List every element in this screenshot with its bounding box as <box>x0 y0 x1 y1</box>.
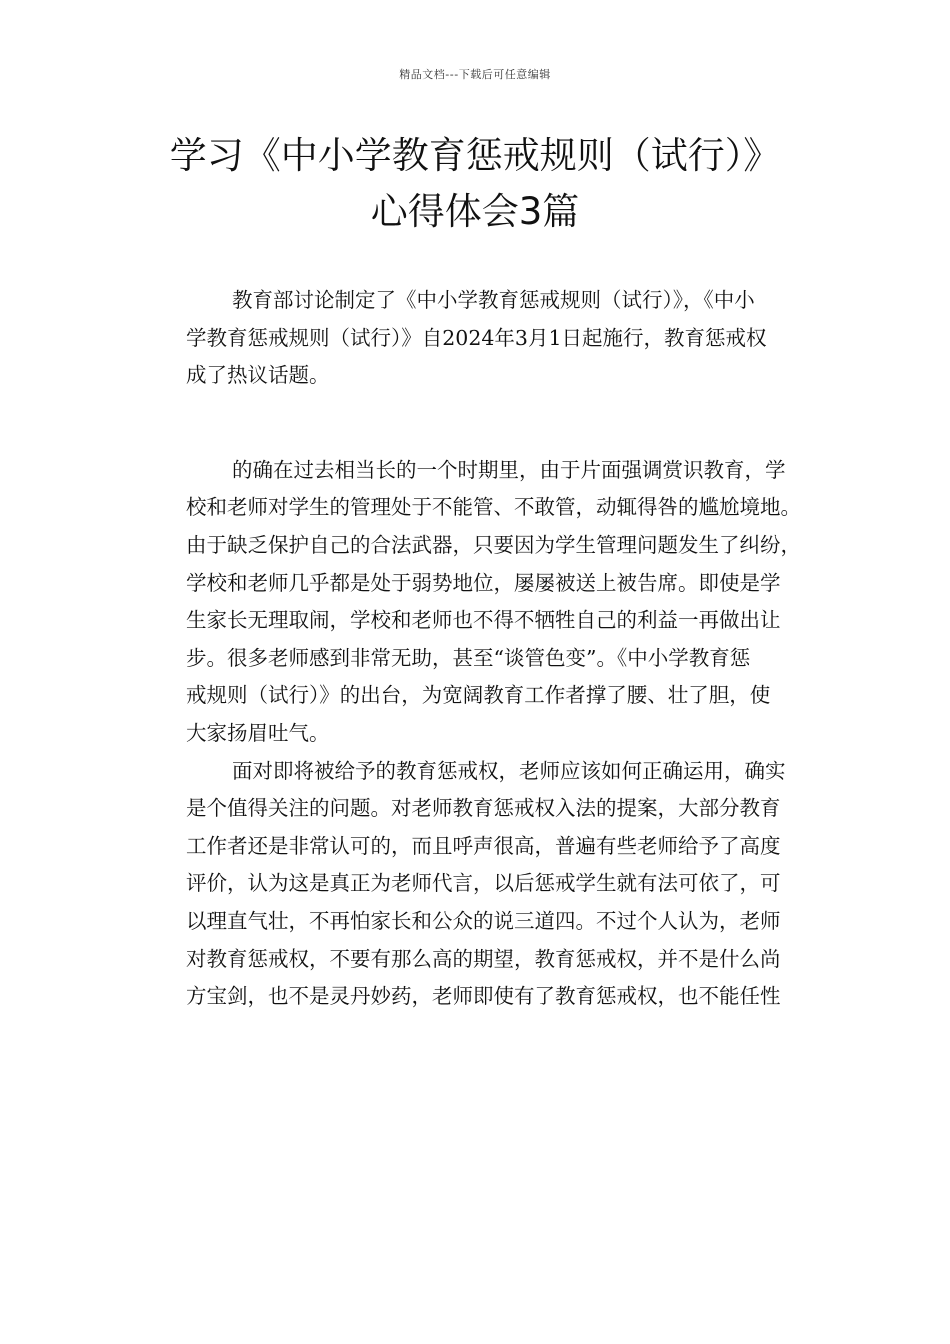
page-title <box>60 128 890 240</box>
header-note: 精品文档---下载后可任意编辑 <box>399 68 551 81</box>
text-line: 成了热议话题。 <box>186 363 330 388</box>
text-line: 戒规则（试行）》的出台，为宽阔教育工作者撑了腰、壮了胆，使 <box>186 683 771 708</box>
text-line: 大家扬眉吐气。 <box>186 720 330 745</box>
text-line: 以理直气壮，不再怕家长和公众的说三道四。不过个人认为，老师 <box>186 908 781 933</box>
paragraph-3 <box>145 753 815 1016</box>
text-line: 面对即将被给予的教育惩戒权，老师应该如何正确运用，确实 <box>232 758 786 783</box>
text-line: 由于缺乏保护自己的合法武器，只要因为学生管理问题发生了纠纷， <box>186 532 801 557</box>
paragraph-2 <box>145 452 815 753</box>
text-line: 学校和老师几乎都是处于弱势地位，屡屡被送上被告席。即使是学 <box>186 570 781 595</box>
text-line: 步。很多老师感到非常无助，甚至“谈管色变”。《中小学教育惩 <box>186 645 751 670</box>
title-line: 学习《中小学教育惩戒规则（试行）》 <box>169 134 781 177</box>
text-line: 评价，认为这是真正为老师代言，以后惩戒学生就有法可依了，可 <box>186 871 781 896</box>
text-line: 教育部讨论制定了《中小学教育惩戒规则（试行）》，《中小 <box>232 288 755 312</box>
paragraph-1 <box>145 282 815 395</box>
text-line: 工作者还是非常认可的，而且呼声很高，普遍有些老师给予了高度 <box>186 833 781 858</box>
document-body <box>145 282 815 1016</box>
text-line: 校和老师对学生的管理处于不能管、不敢管，动辄得咎的尴尬境地。 <box>186 495 801 520</box>
title-line: 心得体会3篇 <box>370 190 580 233</box>
paragraph-spacer <box>145 395 815 452</box>
text-line: 对教育惩戒权，不要有那么高的期望，教育惩戒权，并不是什么尚 <box>186 946 781 971</box>
text-line: 学教育惩戒规则（试行）》自2024年3月1日起施行，教育惩戒权 <box>186 325 767 350</box>
text-line: 方宝剑，也不是灵丹妙药，老师即使有了教育惩戒权，也不能任性 <box>186 984 781 1009</box>
text-line: 是个值得关注的问题。对老师教育惩戒权入法的提案，大部分教育 <box>186 796 781 821</box>
text-line: 生家长无理取闹，学校和老师也不得不牺牲自己的利益一再做出让 <box>186 608 781 633</box>
text-line: 的确在过去相当长的一个时期里，由于片面强调赏识教育，学 <box>232 457 786 482</box>
